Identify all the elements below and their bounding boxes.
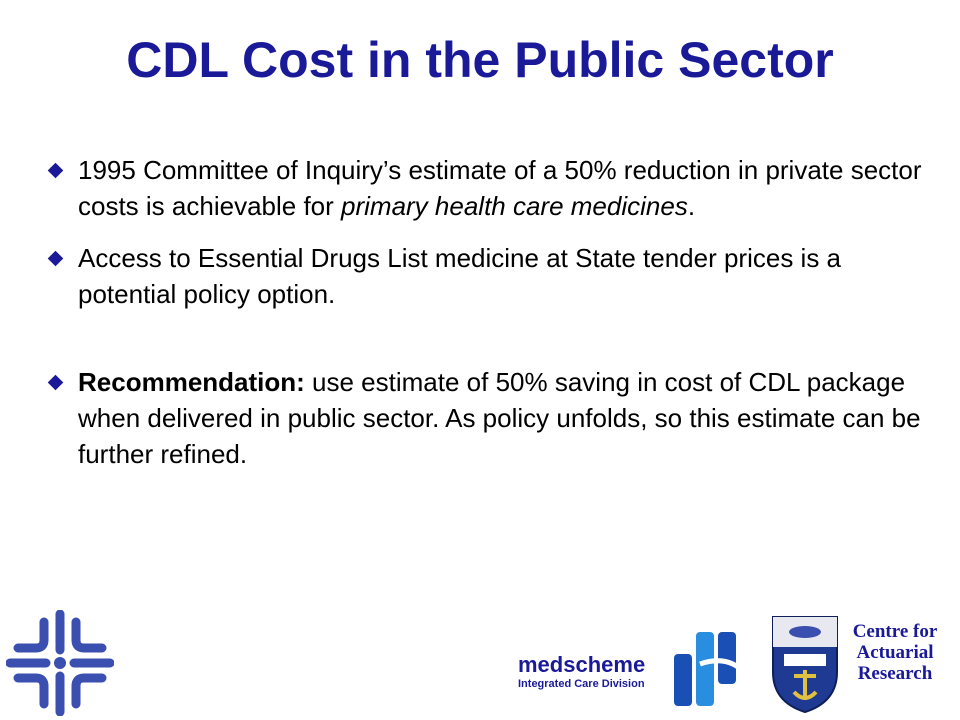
bullet-item-2 xyxy=(48,240,928,312)
slide-title: CDL Cost in the Public Sector xyxy=(126,32,834,88)
bullet-3-text: use estimate of 50% saving in cost of CDL package when delivered in public sector. As policy unfolds, so this estimate can be further refined. xyxy=(78,367,921,469)
centre-logo-text xyxy=(836,621,954,684)
medscheme-logo-icon xyxy=(670,624,752,710)
university-shield-icon xyxy=(770,614,840,714)
medscheme-logo xyxy=(518,653,645,691)
bullet-1-text: 1995 Committee of Inquiry’s estimate of a 50% reduction in private sector costs is achievable for xyxy=(78,155,922,221)
bullet-diamond-icon xyxy=(48,251,64,267)
bullet-list xyxy=(48,152,928,472)
bullet-item-3 xyxy=(48,364,928,472)
centre-line-1: Centre for xyxy=(852,621,938,642)
recommendation-label: Recommendation: xyxy=(78,367,305,397)
centre-line-3: Research xyxy=(857,663,933,684)
bullet-1-italic-text: primary health care medicines xyxy=(341,191,688,221)
medscheme-division: Integrated Care Division xyxy=(518,678,645,690)
bullet-diamond-icon xyxy=(48,375,64,391)
medscheme-name: medscheme xyxy=(518,652,646,677)
bullet-item-1 xyxy=(48,152,928,224)
bullet-2-text: Access to Essential Drugs List medicine at State tender prices is a potential policy option. xyxy=(78,243,842,309)
cross-logo-icon xyxy=(6,610,114,716)
centre-line-2: Actuarial xyxy=(856,642,934,663)
bullet-diamond-icon xyxy=(48,163,64,179)
bullet-1-end: . xyxy=(687,191,696,221)
